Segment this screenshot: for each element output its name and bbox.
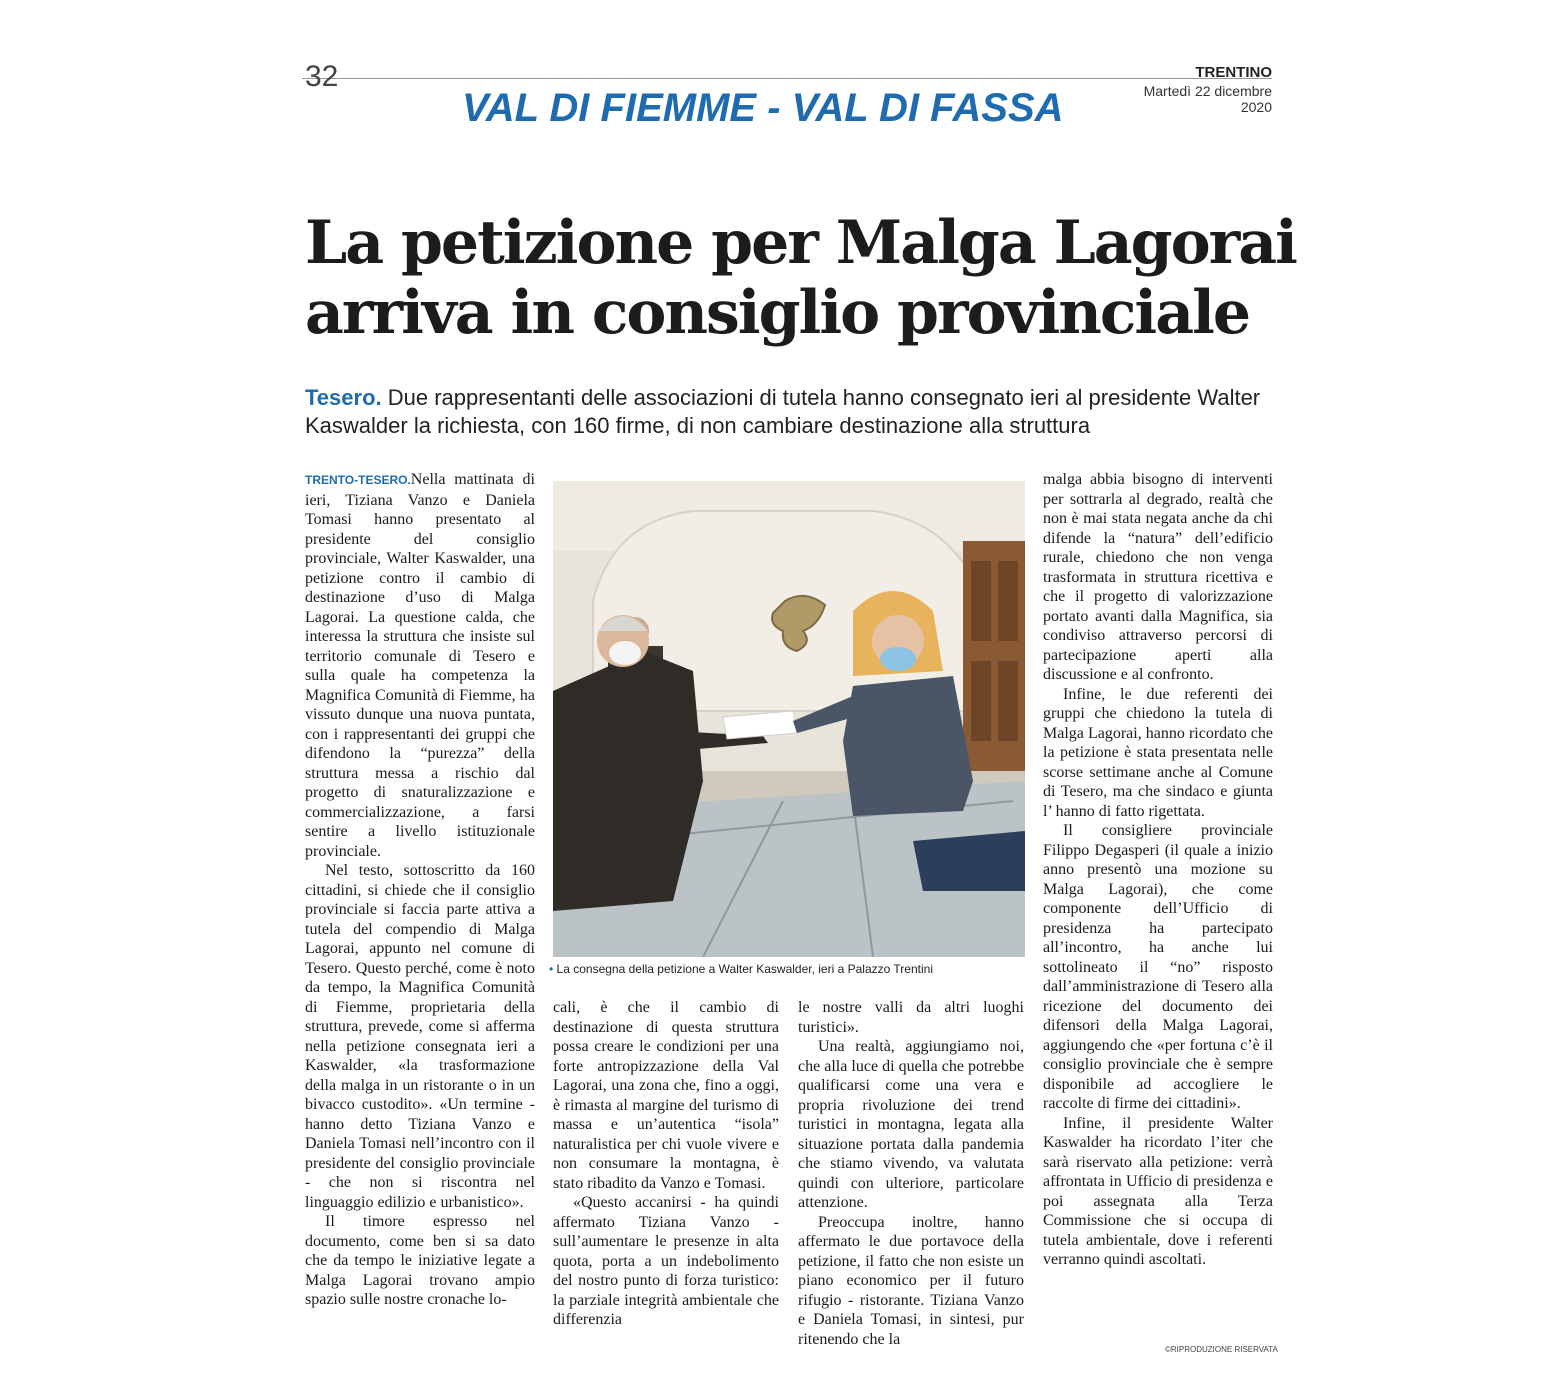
- subhead-text: Due rappresentanti delle associazioni di tutela hanno consegnato ieri al presidente Walter Kaswalder la richiesta, con 160 firme, di non cambiare destinazione alla struttura: [305, 385, 1261, 438]
- headline-line-1: La petizione per Malga Lagorai: [305, 208, 1296, 278]
- headline: [305, 208, 1296, 348]
- copyright-notice: ©RIPRODUZIONE RISERVATA: [1165, 1345, 1278, 1354]
- paragraph: «Questo accanirsi - ha quindi affermato Tiziana Vanzo - sull’aumentare le presenze in alta quota, porta a un indebolimento del nostro punto di forza turistico: la parziale integrità ambientale che differenzia: [553, 1194, 779, 1328]
- paragraph: Infine, le due referenti dei gruppi che chiedono la tutela di Malga Lagorai, hanno ricordato che la petizione è stata presentata nelle scorse settimane anche al Comune di Tesero, ma che sindaco e giunta l’ hanno di fatto rigettata.: [1043, 685, 1273, 820]
- paragraph: Il timore espresso nel documento, come ben si sa dato che da tempo le iniziative legate a Malga Lagorai trovano ampio spazio sulle nostre cronache lo-: [305, 1213, 535, 1308]
- paragraph: Nel testo, sottoscritto da 160 cittadini, si chiede che il consiglio provinciale si faccia parte attiva a tutela del compendio di Malga Lagorai, appunto nel comune di Tesero. Questo perché, come è noto da tempo, la Magnifica Comunità di Fiemme, proprietaria della struttura, prevede, come si afferma nella petizione consegnata ieri a Kaswalder, «la trasformazione della malga in un ristorante o in un bivacco custodito». «Un termine - hanno detto Tiziana Vanzo e Daniela Tomasi nell’incontro con il presidente del consiglio provinciale - che non si riscontra nel linguaggio edilizio e urbanistico».: [305, 862, 535, 1211]
- article-column-4: [1043, 470, 1273, 1270]
- bullet-icon: •: [549, 962, 554, 976]
- paragraph-text: Nella mattinata di ieri, Tiziana Vanzo e Daniela Tomasi hanno presentato al presidente del consiglio provinciale, Walter Kaswalder, una petizione contro il cambio di destinazione d’uso di Malga Lagorai. La questione calda, che interessa la struttura che insiste sul territorio comunale di Tesero e sulla quale ha competenza la Magnifica Comunità di Fiemme, ha vissuto dunque una nuova puntata, con i rappresentanti dei gruppi che difendono la “purezza” della struttura messa a rischio dal progetto di snaturalizzazione e commercializzazione, a farsi sentire a livello istituzionale provinciale.: [305, 471, 535, 860]
- subhead-location: Tesero.: [305, 385, 382, 410]
- section-title: VAL DI FIEMME - VAL DI FASSA: [462, 86, 1064, 130]
- subheadline: [305, 384, 1275, 440]
- article-photo: [553, 481, 1025, 957]
- page-number: 32: [305, 60, 339, 93]
- issue-date: Martedì 22 dicembre 2020: [1143, 83, 1272, 115]
- paragraph: Preoccupa inoltre, hanno affermato le due portavoce della petizione, il fatto che non esiste un piano economico per il futuro rifugio - ristorante. Tiziana Vanzo e Daniela Tomasi, in sintesi, pur ritenendo che la: [798, 1213, 1024, 1348]
- caption-text: La consegna della petizione a Walter Kaswalder, ieri a Palazzo Trentini: [556, 962, 933, 976]
- masthead: [1110, 64, 1272, 115]
- article-column-3: [798, 998, 1024, 1349]
- paragraph: Infine, il presidente Walter Kaswalder ha ricordato l’iter che sarà riservato alla petizione: verrà affrontata in Ufficio di presidenza e poi assegnata alla Terza Commissione che si occupa di tutela ambientale, dove i referenti verranno quindi ascoltati.: [1043, 1114, 1273, 1268]
- paragraph: Una realtà, aggiungiamo noi, che alla luce di quella che potrebbe qualificarsi come una vera e propria rivoluzione dei trend turistici in montagna, legata alla situazione portata dalla pandemia che stiamo vivendo, va valutata quindi con ulteriore, particolare attenzione.: [798, 1038, 1024, 1211]
- paragraph: [305, 470, 535, 861]
- headline-line-2: arriva in consiglio provinciale: [305, 278, 1250, 348]
- paragraph: malga abbia bisogno di interventi per sottrarla al degrado, realtà che non è mai stata negata anche da chi difende la “natura” dell’edificio rurale, chiedono che non venga trasformata in struttura ricettiva e che il progetto di valorizzazione portato avanti dalla Magnifica, sia condiviso attraverso percorsi di partecipazione aperti alla discussione e al confronto.: [1043, 471, 1273, 683]
- paragraph: le nostre valli da altri luoghi turistici».: [798, 999, 1024, 1036]
- dateline: TRENTO-TESERO.: [305, 473, 411, 487]
- photo-caption: [549, 962, 1039, 976]
- article-column-1: [305, 470, 535, 1310]
- paragraph: Il consigliere provinciale Filippo Degasperi (il quale a inizio anno presentò una mozione su Malga Lagorai), che come componente dell’Ufficio di presidenza ha partecipato all’incontro, ha anche lui sottolineato il “no” risposto dall’amministrazione di Tesero alla ricezione del documento dei difensori della Malga Lagorai, aggiungendo che «per fortuna c’è il consiglio provinciale che è sempre disponibile ad accogliere le raccolte di firme dei cittadini».: [1043, 822, 1273, 1112]
- paragraph: cali, è che il cambio di destinazione di questa struttura possa creare le condizioni per una forte antropizzazione della Val Lagorai, una zona che, fino a oggi, è rimasta al margine del turismo di massa e un’autentica “isola” naturalistica per chi vuole vivere e non consumare la montagna, è stato ribadito da Vanzo e Tomasi.: [553, 999, 779, 1192]
- newspaper-name: TRENTINO: [1195, 64, 1272, 81]
- article-column-2: [553, 998, 779, 1330]
